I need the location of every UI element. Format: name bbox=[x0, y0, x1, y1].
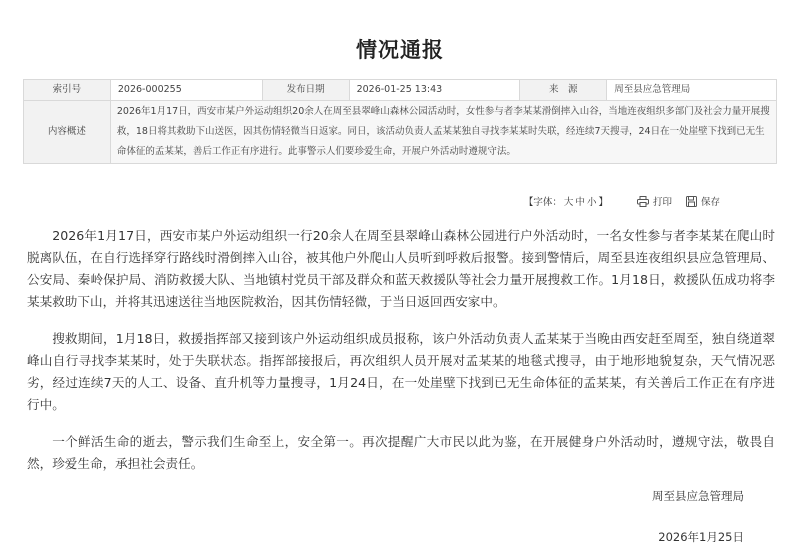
save-label: 保存 bbox=[700, 197, 720, 208]
source-label: 来 源 bbox=[520, 80, 607, 101]
print-label: 打印 bbox=[652, 197, 672, 208]
paragraph-2: 搜救期间，1月18日，救援指挥部又接到该户外运动组织成员报称，该户外活动负责人孟某某于当晚由西安赶至周至，独自绕道翠峰山自行寻找李某某时，处于失联状态。指挥部接报后，再次组织人员开展对孟某某的地毯式搜寻，由于地形地貌复杂，天气情况恶劣，经过连续7天的人工、设备、直升机等力量搜寻，1月24日，在一处崖壁下找到已无生命体征的孟某某，有关善后工作正在有序进行中。 bbox=[27, 331, 775, 412]
signature: 周至县应急管理局 bbox=[652, 489, 744, 503]
summary-label: 内容概述 bbox=[24, 101, 111, 164]
index-label: 索引号 bbox=[24, 80, 111, 101]
summary-text: 2026年1月17日，西安市某户外运动组织20余人在周至县翠峰山森林公园活动时，女性参与者李某某滑倒摔入山谷，当地连夜组织多部门及社会力量开展搜救，18日将其救助下山送医，因其伤情轻微当日返家。同日，该活动负责人孟某某独自寻找李某某时失联，经连续7天搜寻，24日在一处崖壁下找到已无生命体征的孟某某，善后工作正有序进行。此事警示人们要珍爱生命，开展户外活动时遵规守法。 bbox=[110, 101, 776, 164]
paragraph-3: 一个鲜活生命的逝去，警示我们生命至上，安全第一。再次提醒广大市民以此为鉴，在开展健身户外活动时，遵规守法，敬畏自然，珍爱生命，承担社会责任。 bbox=[27, 434, 775, 471]
save-icon bbox=[686, 196, 697, 207]
summary-row bbox=[24, 101, 777, 164]
font-size-suffix: 】 bbox=[598, 197, 608, 208]
font-small-button[interactable]: 小 bbox=[586, 197, 597, 208]
font-large-button[interactable]: 大 bbox=[563, 197, 574, 208]
meta-table bbox=[23, 79, 777, 164]
save-button[interactable] bbox=[686, 194, 720, 208]
date-value: 2026-01-25 13:43 bbox=[349, 80, 520, 101]
font-size-control bbox=[523, 194, 609, 208]
index-value: 2026-000255 bbox=[110, 80, 262, 101]
source-value: 周至县应急管理局 bbox=[607, 80, 777, 101]
issue-date: 2026年1月25日 bbox=[658, 530, 744, 544]
page-title: 情况通报 bbox=[356, 38, 444, 62]
meta-row bbox=[24, 80, 777, 101]
paragraph-1: 2026年1月17日，西安市某户外运动组织一行20余人在周至县翠峰山森林公园进行户外活动时，一名女性参与者李某某在爬山时脱离队伍，在自行选择穿行路线时滑倒摔入山谷，被其他户外爬山人员听到呼救后报警。接到警情后，周至县连夜组织县应急管理局、公安局、秦岭保护局、消防救援大队、当地镇村党员干部及群众和蓝天救援队等社会力量开展搜救工作。1月18日，救援队伍成功将李某某救助下山，并将其迅速送往当地医院救治，因其伤情轻微，于当日返回西安家中。 bbox=[27, 228, 775, 309]
print-button[interactable] bbox=[637, 194, 672, 208]
font-medium-button[interactable]: 中 bbox=[575, 197, 585, 208]
font-size-prefix: 【字体： bbox=[523, 197, 562, 208]
article-body bbox=[27, 225, 775, 490]
printer-icon bbox=[637, 196, 649, 207]
toolbar bbox=[523, 194, 720, 208]
date-label: 发布日期 bbox=[262, 80, 349, 101]
